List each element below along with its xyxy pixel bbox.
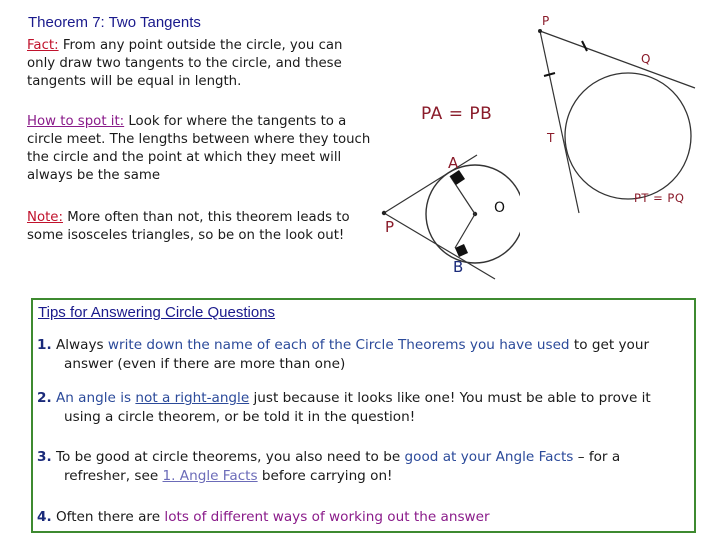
point-p [538,29,542,33]
tip-text: Always [51,337,108,353]
two-tangents-diagram [370,150,520,280]
label-p: P [542,14,550,28]
tip-text-continued: answer (even if there are more than one) [64,356,346,372]
tangent-line-pt [540,31,579,213]
tip-emphasis: An angle is [51,390,136,406]
tangents-from-p-diagram [520,0,720,230]
page-title: Theorem 7: Two Tangents [28,14,201,31]
tangent-line-pa [384,155,477,213]
how-to-spot-paragraph [27,113,377,185]
tip-text: Often there are [51,509,165,525]
tip-emphasis: write down the name of each of the Circle Theorems you have used [107,337,570,353]
pa-equals-pb-equation: PA = PB [421,104,493,124]
note-label: Note: [27,210,63,225]
tip-item-2 [37,389,677,427]
fact-body: From any point outside the circle, you can only draw two tangents to the circle, and these tangents will be equal in length. [27,38,343,89]
tip-number: 2. [37,390,52,406]
label-t: T [547,131,555,145]
note-body: More often than not, this theorem leads to some isosceles triangles, so be on the look out! [27,210,350,243]
radius-oa [450,176,475,214]
label-o: O [494,200,506,216]
tip-text: to get your [569,337,650,353]
tip-text: just because it looks like one! You must be able to prove it [249,390,651,406]
how-to-spot-label: How to spot it: [27,114,125,129]
tangent-line-pb [384,213,495,279]
tip-text: – for a [573,449,621,465]
tip-text-continued: using a circle theorem, or be told it in the question! [64,409,416,425]
label-q: Q [641,52,651,66]
tip-item-4 [37,508,677,527]
fact-paragraph [27,37,372,91]
tip-text-continued [37,467,677,486]
label-p: P [385,218,395,236]
note-paragraph [27,209,367,245]
circle [565,73,691,199]
tip-text: To be good at circle theorems, you also need to be [51,449,405,465]
tip-item-1 [37,336,677,374]
label-a: A [448,154,459,172]
angle-facts-link[interactable]: 1. Angle Facts [162,468,258,484]
tip-number: 4. [37,509,52,525]
how-to-spot-body: Look for where the tangents to a circle meet. The lengths between where they touch the circle and the point at which they meet will always be the same [27,114,371,183]
radius-ob [455,214,475,248]
equal-length-tick-pq [582,41,587,51]
tangent-line-pq [540,31,695,88]
tip-item-3 [37,448,677,486]
tip-underlined-emphasis: not a right-angle [135,390,250,406]
pt-equals-pq-equation: PT = PQ [634,191,685,205]
tip-number: 3. [37,449,52,465]
label-b: B [453,258,464,276]
right-angle-mark-b [455,244,468,257]
point-p [382,211,386,215]
tip-text: before carrying on! [257,468,393,484]
fact-label: Fact: [27,38,59,53]
tips-title: Tips for Answering Circle Questions [38,304,276,321]
tip-text: refresher, see [64,468,163,484]
right-angle-mark-a [450,170,465,185]
tip-emphasis: good at your Angle Facts [404,449,574,465]
tip-number: 1. [37,337,52,353]
tip-emphasis: lots of different ways of working out the answer [164,509,490,525]
